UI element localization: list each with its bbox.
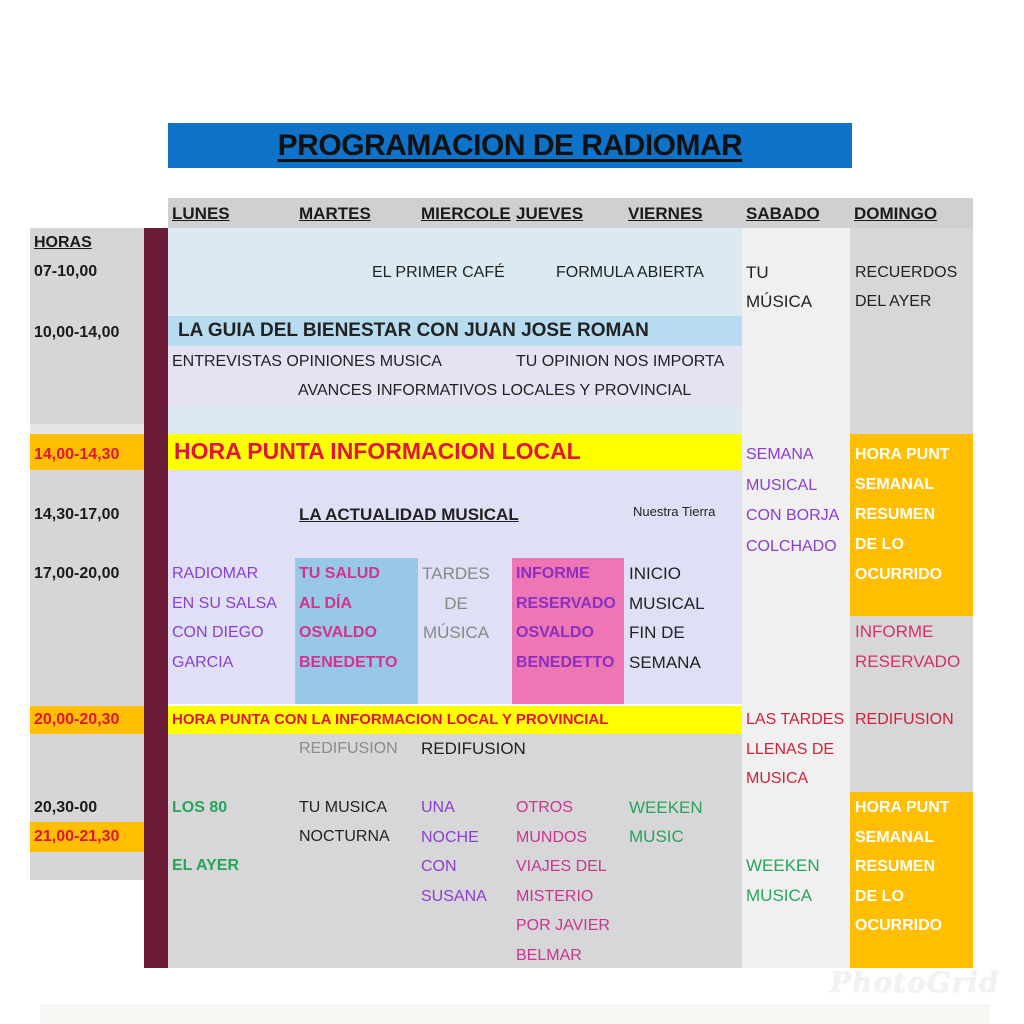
program-hora-punt-domingo-1: HORA PUNT SEMANAL RESUMEN DE LO OCURRIDO xyxy=(855,446,950,583)
day-sabado: SABADO xyxy=(746,204,820,223)
program-guia-bienestar: LA GUIA DEL BIENESTAR CON JUAN JOSE ROMAN xyxy=(178,320,649,341)
hour-20-2030: 20,00-20,30 xyxy=(34,711,120,728)
program-tu-opinion: TU OPINION NOS IMPORTA xyxy=(516,353,725,370)
program-otros-mundos: OTROS MUNDOS VIAJES DEL MISTERIO POR JAVIER BELMAR xyxy=(516,799,610,964)
program-recuerdos-del-ayer: RECUERDOS DEL AYER xyxy=(855,264,958,310)
program-tu-musica-nocturna: TU MUSICA NOCTURNA xyxy=(299,799,390,845)
program-redifusion-domingo: REDIFUSION xyxy=(855,711,954,728)
hour-14-1430: 14,00-14,30 xyxy=(34,446,120,463)
program-weeken-music: WEEKEN MUSIC xyxy=(629,798,703,846)
hour-21-2130: 21,00-21,30 xyxy=(34,828,120,845)
hours-header: HORAS xyxy=(34,234,92,251)
day-lunes: LUNES xyxy=(172,204,230,223)
program-radiomar-salsa: RADIOMAR EN SU SALSA CON DIEGO GARCIA xyxy=(172,565,277,671)
program-tu-musica-sabado: TU MÚSICA xyxy=(746,263,813,311)
program-tu-salud: TU SALUD AL DÍA OSVALDO BENEDETTO xyxy=(299,565,398,671)
hour-07-10: 07-10,00 xyxy=(34,263,98,280)
day-miercoles: MIERCOLE xyxy=(421,204,511,223)
watermark: PhotoGrid xyxy=(830,966,1000,999)
hour-10-14: 10,00-14,00 xyxy=(34,324,120,341)
program-redifusion-martes: REDIFUSION xyxy=(299,740,398,757)
program-hora-punta-local: HORA PUNTA INFORMACION LOCAL xyxy=(174,438,581,464)
divider-bar xyxy=(144,228,168,968)
program-formula-abierta: FORMULA ABIERTA xyxy=(556,264,704,281)
gap-bg xyxy=(168,406,742,434)
program-redifusion-miercoles: REDIFUSION xyxy=(421,739,526,758)
program-entrevistas: ENTREVISTAS OPINIONES MUSICA xyxy=(172,353,442,370)
program-primer-cafe: EL PRIMER CAFÉ xyxy=(372,264,505,281)
program-las-tardes-llenas: LAS TARDES LLENAS DE MUSICA xyxy=(746,711,845,787)
hour-2030-00: 20,30-00 xyxy=(34,799,98,816)
hour-1430-17: 14,30-17,00 xyxy=(34,506,120,523)
day-jueves: JUEVES xyxy=(516,204,584,223)
program-hora-punta-local-provincial: HORA PUNTA CON LA INFORMACION LOCAL Y PROVINCIAL xyxy=(172,711,609,728)
program-el-ayer: EL AYER xyxy=(172,857,239,874)
program-una-noche: UNA NOCHE CON SUSANA xyxy=(421,799,487,905)
program-actualidad-musical: LA ACTUALIDAD MUSICAL xyxy=(299,505,519,524)
program-avances-informativos: AVANCES INFORMATIVOS LOCALES Y PROVINCIAL xyxy=(298,382,692,399)
program-inicio-musical: INICIO MUSICAL FIN DE SEMANA xyxy=(629,564,705,672)
title-bar xyxy=(168,123,852,168)
program-informe-reservado-jueves: INFORME RESERVADO OSVALDO BENEDETTO xyxy=(516,565,616,671)
program-los-80: LOS 80 xyxy=(172,799,228,816)
day-domingo: DOMINGO xyxy=(854,204,938,223)
program-semana-musical: SEMANA MUSICAL CON BORJA COLCHADO xyxy=(746,446,840,555)
page-title: PROGRAMACION DE RADIOMAR xyxy=(277,128,743,162)
program-informe-reservado-domingo: INFORME RESERVADO xyxy=(855,622,961,671)
day-viernes: VIERNES xyxy=(628,204,703,223)
bottom-strip xyxy=(40,1004,990,1024)
program-hora-punt-domingo-2: HORA PUNT SEMANAL RESUMEN DE LO OCURRIDO xyxy=(855,799,950,934)
hours-column-white-gap xyxy=(30,424,144,434)
day-martes: MARTES xyxy=(299,204,371,223)
program-tardes-musica: TARDES DE MÚSICA xyxy=(422,564,490,642)
hour-17-20: 17,00-20,00 xyxy=(34,565,120,582)
program-weeken-musica: WEEKEN MUSICA xyxy=(746,856,820,905)
program-nuestra-tierra: Nuestra Tierra xyxy=(633,504,716,519)
